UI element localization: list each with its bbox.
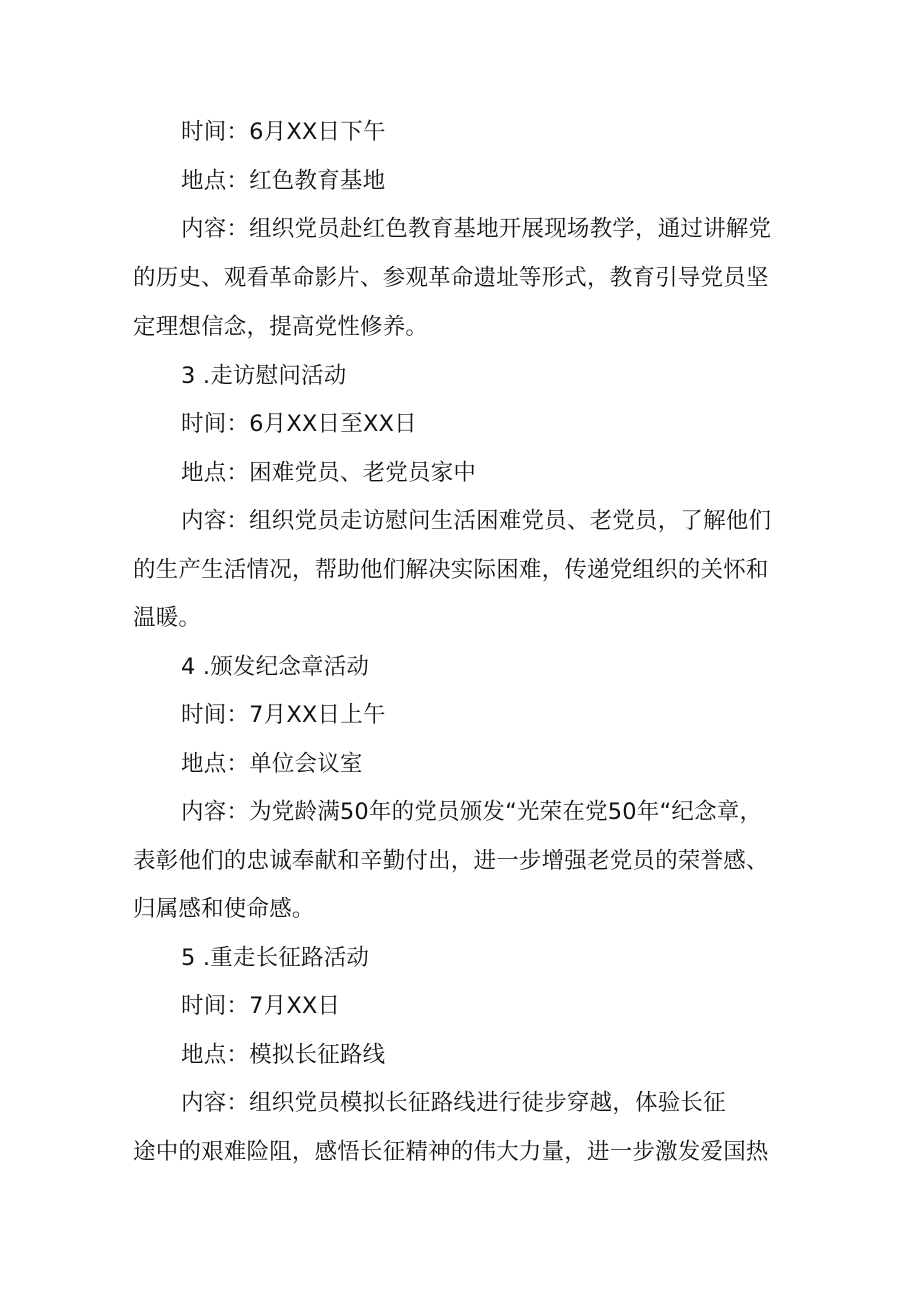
content-continuation-line: 定理想信念，提高党性修养。 (133, 314, 429, 340)
section-heading: 4 .颁发纪念章活动 (181, 654, 370, 680)
time-line: 时间：6月XX日至XX日 (181, 411, 417, 437)
location-line: 地点：红色教育基地 (181, 168, 386, 194)
content-continuation-line: 途中的艰难险阻，感悟长征精神的伟大力量，进一步激发爱国热 (133, 1139, 769, 1165)
content-continuation-line: 归属感和使命感。 (133, 896, 315, 922)
content-continuation-line: 温暖。 (133, 605, 202, 631)
location-line: 地点：单位会议室 (181, 751, 363, 777)
content-continuation-line: 的历史、观看革命影片、参观革命遗址等形式，教育引导党员坚 (133, 265, 769, 291)
content-line: 内容：为党龄满50年的党员颁发“光荣在党50年“纪念章， (181, 799, 763, 825)
content-line: 内容：组织党员模拟长征路线进行徒步穿越，体验长征 (181, 1090, 726, 1116)
content-line: 内容：组织党员赴红色教育基地开展现场教学，通过讲解党 (181, 216, 772, 242)
section-heading: 5 .重走长征路活动 (181, 945, 370, 971)
location-line: 地点：模拟长征路线 (181, 1042, 386, 1068)
section-heading: 3 .走访慰问活动 (181, 363, 347, 389)
content-line: 内容：组织党员走访慰问生活困难党员、老党员，了解他们 (181, 508, 772, 534)
time-line: 时间：7月XX日上午 (181, 702, 386, 728)
time-line: 时间：7月XX日 (181, 993, 341, 1019)
content-continuation-line: 的生产生活情况，帮助他们解决实际困难，传递党组织的关怀和 (133, 557, 769, 583)
location-line: 地点：困难党员、老党员家中 (181, 460, 477, 486)
time-line: 时间：6月XX日下午 (181, 119, 386, 145)
content-continuation-line: 表彰他们的忠诚奉献和辛勤付出，进一步增强老党员的荣誉感、 (133, 848, 769, 874)
